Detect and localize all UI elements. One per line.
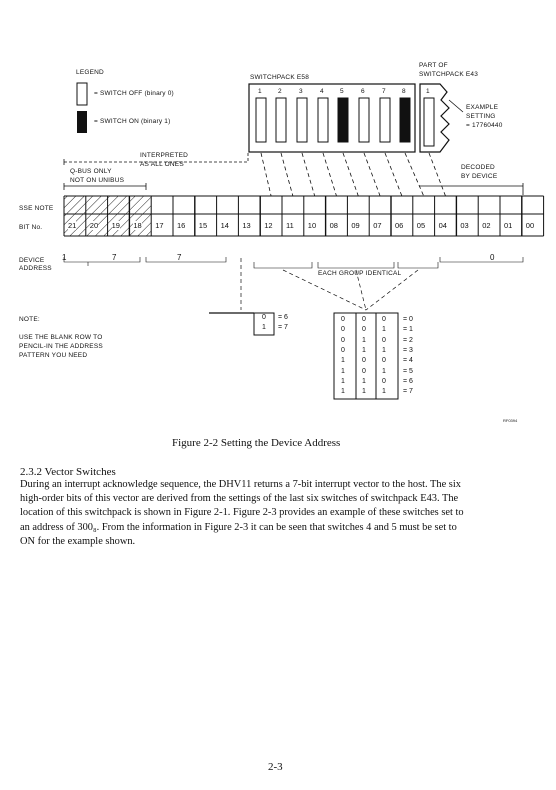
octal-cell-1-1: 0 [362,326,366,334]
body-line-5: ON for the example shown. [20,535,136,547]
body-line-2: high-order bits of this vector are derived from the settings of the last six switches of switchpack E43. The [20,493,459,505]
octal-cell-6-3: = 6 [403,377,413,385]
note-line1: USE THE BLANK ROW TO [19,334,103,341]
bit-cell-11: 11 [286,221,294,230]
bit-cell-12: 12 [264,221,273,230]
bit-cell-18: 18 [133,221,142,230]
body-line-1: During an interrupt acknowledge sequence, the DHV11 returns a 7-bit interrupt vector to the host. The six [20,479,461,490]
octal-cell-5-1: 0 [362,367,366,375]
bit-cell-21: 21 [68,221,77,230]
address-digit-4: 0 [490,253,495,262]
small-table-v0: 0 [262,314,266,321]
small-table-eq1: = 7 [278,324,288,331]
bit-no-label: BIT No. [19,224,43,231]
small-table-v1: 1 [262,324,266,331]
octal-cell-2-2: 0 [382,336,386,344]
bit-cell-15: 15 [198,221,208,230]
bit-cell-06: 06 [395,221,404,230]
part-of-line1: PART OF [419,62,448,69]
group-identical-label: EACH GROUP IDENTICAL [318,270,402,277]
decoded-line2: BY DEVICE [461,173,498,180]
switch-number-2: 2 [278,88,282,95]
bit-cell-09: 09 [351,221,360,230]
octal-cell-7-2: 1 [382,388,386,396]
address-digit-1: 1 [62,253,67,262]
address-digit-3: 7 [177,253,182,262]
bit-cell-17: 17 [155,221,164,230]
switch-6 [359,98,369,142]
switch-to-bit-line-3 [302,153,315,196]
octal-cell-6-0: 1 [341,377,345,385]
address-label: ADDRESS [19,265,52,272]
octal-cell-5-3: = 5 [403,367,413,375]
switch-e43-1 [424,98,434,146]
legend-on-box [77,111,87,133]
switch-2 [276,98,286,142]
octal-cell-7-0: 1 [341,388,345,396]
figure-id: RF0394 [503,418,518,423]
bit-cell-08: 08 [329,221,338,230]
address-digit-2: 7 [112,253,117,262]
switch-to-bit-line-7 [385,153,402,196]
bit-cell-14: 14 [220,221,229,230]
switch-number-1: 1 [258,88,262,95]
legend-off-box [77,83,87,105]
octal-cell-1-3: = 1 [403,326,413,334]
part-of-line2: SWITCHPACK E43 [419,71,479,78]
switch-to-bit-line-1 [261,153,271,196]
switch-to-bit-line-4 [323,153,337,196]
octal-cell-6-2: 0 [382,377,386,385]
sse-note-label: SSE NOTE [19,205,54,212]
octal-cell-4-1: 0 [362,357,366,365]
switch-number-3: 3 [299,88,303,95]
legend-on-label: = SWITCH ON (binary 1) [94,118,171,125]
bit-cell-10: 10 [307,221,317,230]
bit-cell-02: 02 [482,221,491,230]
interpreted-line1: INTERPRETED [140,152,189,159]
octal-cell-7-3: = 7 [403,388,413,396]
section-heading: 2.3.2 Vector Switches [20,466,116,478]
bit-cell-03: 03 [460,221,469,230]
octal-cell-4-2: 0 [382,357,386,365]
octal-cell-5-2: 1 [382,367,386,375]
decoded-line1: DECODED [461,164,495,171]
octal-cell-6-1: 1 [362,377,366,385]
body-line-4: an address of 300₈. From the information in Figure 2-3 it can be seen that switches 4 and 5 must be set to [20,521,457,533]
switch-8 [400,98,410,142]
switch-number-4: 4 [320,88,324,95]
octal-cell-1-0: 0 [341,326,345,334]
note-title: NOTE: [19,316,40,323]
example-line2: SETTING [466,113,496,120]
octal-cell-0-2: 0 [382,316,386,323]
octal-cell-7-1: 1 [362,388,366,396]
figure-caption: Figure 2-2 Setting the Device Address [172,437,341,449]
switch-number-6: 6 [361,88,365,95]
octal-cell-4-3: = 4 [403,357,413,365]
octal-cell-2-1: 1 [362,336,366,344]
octal-cell-2-0: 0 [341,336,345,344]
body-text [20,478,540,549]
switch-e43-number: 1 [426,88,430,95]
switch-4 [318,98,328,142]
octal-cell-0-0: 0 [341,316,345,323]
switch-to-bit-line-2 [281,153,293,196]
bit-cell-05: 05 [416,221,426,230]
bit-cell-07: 07 [373,221,382,230]
qbus-line1: Q-BUS ONLY [70,168,112,175]
note-line3: PATTERN YOU NEED [19,352,88,359]
octal-cell-0-1: 0 [362,316,366,323]
switch-3 [297,98,307,142]
switch-1 [256,98,266,142]
bit-cell-13: 13 [242,221,251,230]
device-label: DEVICE [19,257,45,264]
interpreted-line2: AS ALL ONES [140,161,184,168]
legend-title: LEGEND [76,69,104,76]
example-line1: EXAMPLE [466,104,499,111]
bit-cell-20: 20 [89,221,99,230]
bit-cell-04: 04 [438,221,447,230]
bit-cell-16: 16 [177,221,186,230]
switch-7 [380,98,390,142]
page-number: 2-3 [268,761,283,773]
octal-cell-3-3: = 3 [403,346,413,354]
octal-cell-3-0: 0 [341,346,345,354]
switch-to-bit-line-9 [429,153,446,196]
octal-cell-4-0: 1 [341,357,345,365]
switch-to-bit-line-8 [405,153,424,196]
switch-number-5: 5 [340,88,344,95]
bit-cell-01: 01 [504,221,513,230]
note-line2: PENCIL-IN THE ADDRESS [19,343,103,350]
switch-number-7: 7 [382,88,386,95]
bit-cell-00: 00 [525,221,535,230]
example-value: = 17760440 [466,122,503,129]
switch-to-bit-line-5 [343,153,358,196]
bit-cell-19: 19 [111,221,120,230]
switch-5 [338,98,348,142]
legend-off-label: = SWITCH OFF (binary 0) [94,90,174,97]
body-line-3: location of this switchpack is shown in Figure 2-1. Figure 2-3 provides an example of these switches set to [20,507,464,519]
octal-cell-2-3: = 2 [403,336,413,344]
octal-cell-1-2: 1 [382,326,386,334]
octal-cell-3-2: 1 [382,346,386,354]
qbus-line2: NOT ON UNIBUS [70,177,125,184]
switch-to-bit-line-6 [364,153,380,196]
octal-cell-3-1: 1 [362,346,366,354]
octal-cell-5-0: 1 [341,367,345,375]
small-table-eq0: = 6 [278,314,288,321]
switchpack-title: SWITCHPACK E58 [250,74,310,81]
octal-cell-0-3: = 0 [403,316,413,323]
switch-number-8: 8 [402,88,406,95]
